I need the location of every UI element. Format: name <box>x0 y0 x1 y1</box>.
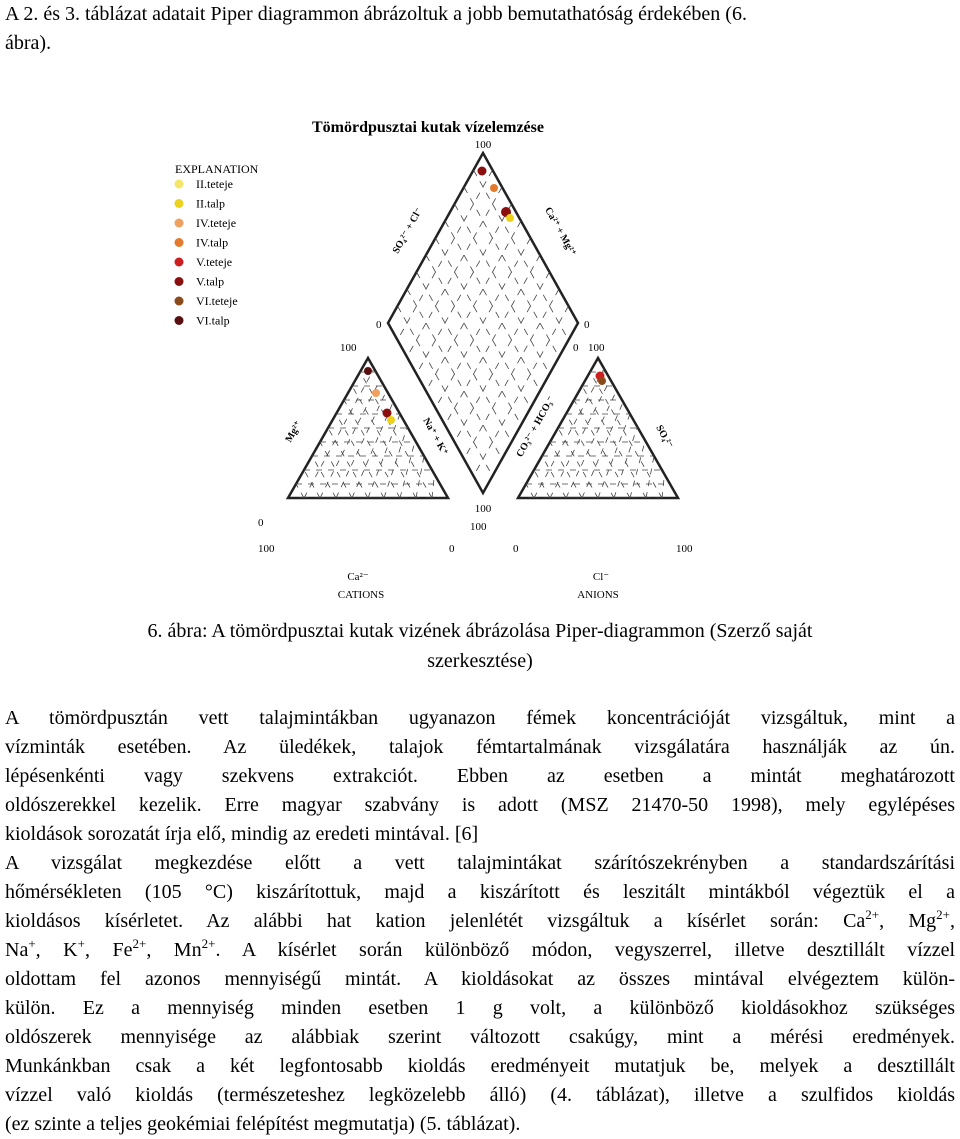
body-line-13: Munkánkban csak a két legfontosabb kioldás eredményeit mutatjuk be, melyek a desztillált <box>5 1055 955 1077</box>
legend <box>175 177 238 328</box>
body-line-1: A tömördpusztán vett talajmintákban ugyanazon fémek koncentrációját vizsgáltuk, mint a <box>5 707 955 729</box>
body-line-5: kioldások sorozatát írja elő, mindig az eredeti mintával. [6] <box>5 823 479 845</box>
sup-mn: 2+ <box>201 936 216 951</box>
diamond-bottom-label: 100 <box>474 503 492 515</box>
grid-line <box>400 316 448 498</box>
diamond-top-label: 100 <box>474 139 492 151</box>
diamond-left-label: 0 <box>376 319 382 331</box>
grid-line <box>614 302 678 498</box>
legend-marker <box>175 258 184 267</box>
legend-marker <box>175 297 184 306</box>
body-line-3: lépésenkénti vagy szekvens extrakciót. Ebben az esetben a mintát meghatározott <box>5 765 955 787</box>
sup-k: + <box>77 936 85 951</box>
anion-so4-label: SO₄²⁻ <box>653 423 675 451</box>
diamond-plot <box>376 139 590 515</box>
sup-na: + <box>28 936 36 951</box>
point-diamond-1 <box>478 167 487 176</box>
cation-top-label: 100 <box>340 342 357 354</box>
body-line-9-a: Na <box>5 939 29 961</box>
grid-line <box>336 260 448 498</box>
sup-fe: 2+ <box>132 936 147 951</box>
diamond-left-axis-label: SO₄²⁻ + Cl⁻ <box>390 205 425 256</box>
legend-label: II.teteje <box>196 177 233 191</box>
legend-label: IV.teteje <box>196 216 237 230</box>
figure-caption-line-1: 6. ábra: A tömördpusztai kutak vizének ábrázolása Piper-diagrammon (Szerző saját <box>147 620 813 642</box>
legend-label: VI.teteje <box>196 294 238 308</box>
body-line-10: oldottam fel azonos mennyiségű mintát. A kioldásokat az összes mintával elvégeztem külön- <box>5 968 955 990</box>
cation-caption: CATIONS <box>337 589 385 601</box>
legend-marker <box>175 277 184 286</box>
body-line-8-b: , Mg <box>879 910 937 932</box>
body-line-4: oldószerekkel kezelik. Erre magyar szabvány is adott (MSZ 21470-50 1998), mely egylépéses <box>5 794 955 816</box>
legend-title: EXPLANATION <box>175 162 259 176</box>
body-line-6: A vizsgálat megkezdése előtt a vett talajmintákat szárítószekrényben a standardszárítási <box>5 852 955 874</box>
grid-line <box>598 288 678 498</box>
legend-marker <box>175 219 184 228</box>
cation-nak-label: Na⁺ + K⁺ <box>420 416 450 458</box>
grid-line <box>416 330 448 498</box>
cation-bottom-mid: 0 <box>449 543 455 555</box>
point-cation-2 <box>372 389 380 397</box>
anion-bottom-left: 0 <box>513 543 519 555</box>
point-cation-1 <box>364 367 372 375</box>
figure-title: Tömördpusztai kutak vízelemzése <box>312 119 544 136</box>
anion-top-hundred: 100 <box>588 342 605 354</box>
intro-line-2: ábra). <box>5 32 52 54</box>
point-diamond-4 <box>506 214 514 222</box>
sup-mg: 2+ <box>936 907 950 922</box>
grid-line <box>550 246 678 498</box>
grid-line <box>464 289 559 459</box>
body-line-7: hőmérsékleten (105 °C) kiszárítottuk, majd a kiszárított és leszitált mintákból végeztük el a <box>5 881 955 903</box>
grid-line <box>646 330 678 498</box>
sample-points <box>364 167 606 425</box>
anion-triangle <box>513 232 693 601</box>
body-line-2: vízminták esetében. Az üledékek, talajok fémtartalmának vizsgálatára használják az ún. <box>5 736 955 758</box>
anion-cl-label: Cl⁻ <box>592 571 610 583</box>
point-diamond-2 <box>490 184 498 192</box>
cation-bottom-left: 100 <box>258 543 275 555</box>
point-cation-4 <box>387 416 395 424</box>
point-anion-2 <box>598 377 606 385</box>
grid-line <box>630 316 678 498</box>
figure-caption-line-2: szerkesztése) <box>427 650 533 672</box>
body-line-11: külön. Ez a mennyiség minden esetben 1 g volt, a különböző kioldásokhoz szükséges <box>5 997 955 1019</box>
diamond-right-axis-label: Ca²⁺ + Mg²⁺ <box>542 205 579 259</box>
legend-marker <box>175 180 184 189</box>
grid-line <box>407 289 502 459</box>
anion-caption: ANIONS <box>577 589 619 601</box>
legend-label: VI.talp <box>196 313 230 328</box>
body-line-15: (ez szinte a teljes geokémiai felépítést megmutatja) (5. táblázat). <box>5 1113 521 1135</box>
legend-marker <box>175 199 184 208</box>
anion-bottom-right: 100 <box>676 543 693 555</box>
body-line-12: oldószerek mennyisége az alábbiak szerint változott csakúgy, mint a mérési eredmények. <box>5 1026 955 1048</box>
legend-label: V.teteje <box>196 255 233 269</box>
body-line-9-c: , Fe <box>84 939 133 961</box>
cation-left-zero: 0 <box>258 517 264 529</box>
body-line-9-d: , Mn <box>146 939 202 961</box>
diamond-right-label: 0 <box>584 319 590 331</box>
piper-diagram <box>118 108 693 608</box>
legend-label: V.talp <box>196 274 225 289</box>
grid-line <box>566 260 678 498</box>
legend-marker <box>175 316 184 325</box>
body-line-8 <box>5 907 955 936</box>
body-line-8-c: , <box>950 910 955 932</box>
legend-label: II.talp <box>196 196 225 211</box>
sup-ca: 2+ <box>865 907 880 922</box>
body-line-8-a: kioldásos kísérletet. Az alábbi hat kation jelenlétét vizsgáltuk a kísérlet során: Ca <box>5 910 866 932</box>
body-line-9-e: . A kísérlet során különböző módon, vegyszerrel, illetve desztillált vízzel <box>215 939 956 961</box>
cation-mg-label: Mg²⁺ <box>283 419 305 445</box>
cation-ca-label: Ca²⁻ <box>347 571 369 583</box>
body-line-9-b: , K <box>35 939 78 961</box>
intro-line-1: A 2. és 3. táblázat adatait Piper diagrammon ábrázoltuk a jobb bemutathatóság érdekében (6. <box>5 3 747 25</box>
body-line-14: vízzel való kioldás (természeteshez legközelebb álló) (4. táblázat), illetve a szulfidos kioldás <box>5 1084 955 1106</box>
center-hundred: 100 <box>470 521 487 533</box>
anion-top-zero: 0 <box>573 342 579 354</box>
legend-marker <box>175 238 184 247</box>
body-line-9 <box>5 936 955 965</box>
legend-label: IV.talp <box>196 235 229 250</box>
anion-co3-label: CO₃²⁻ + HCO₃⁻ <box>514 394 558 460</box>
